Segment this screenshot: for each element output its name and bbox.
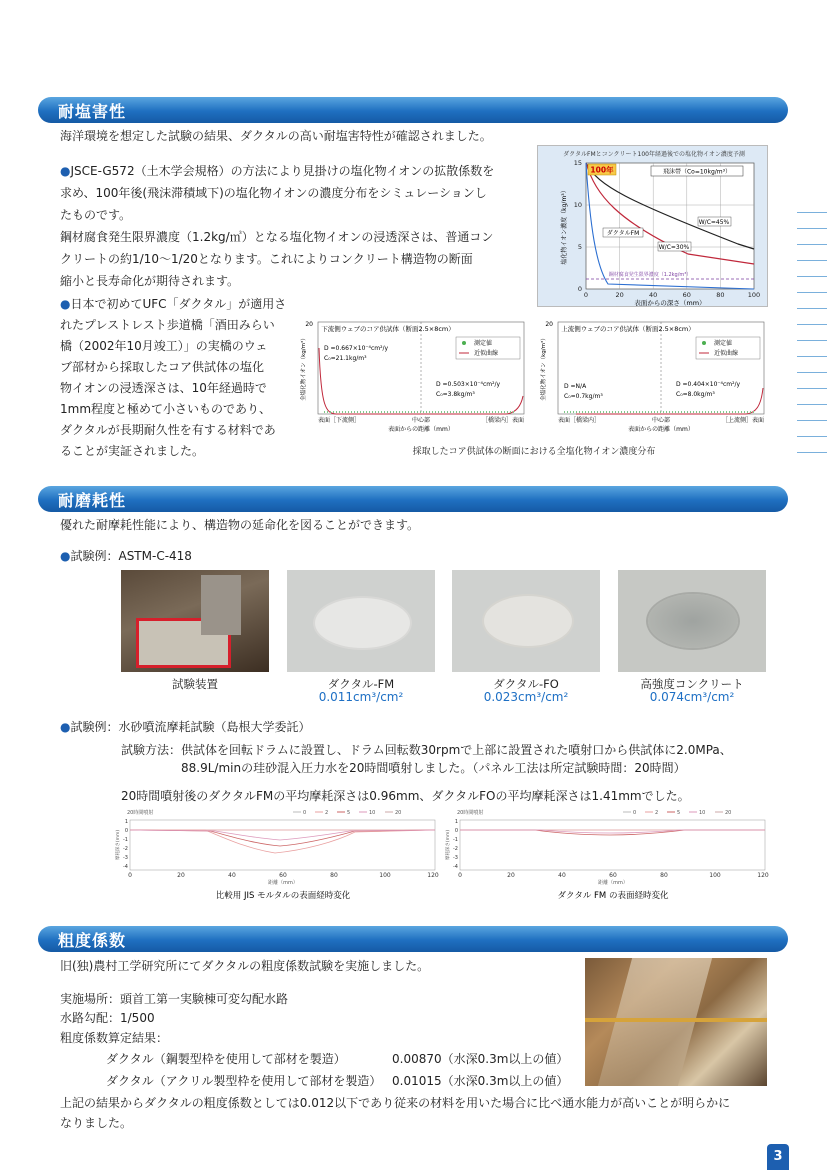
photo-label: ダクタル-FM bbox=[327, 677, 395, 691]
result-value: 0.01015（水深0.3m以上の値） bbox=[392, 1074, 569, 1088]
photo-value: 0.074cm³/cm² bbox=[649, 690, 735, 704]
wear-caption: ダクタル FM の表面経時変化 bbox=[557, 891, 669, 901]
svg-text:0: 0 bbox=[454, 828, 458, 834]
section-title: 耐塩害性 bbox=[58, 102, 127, 121]
svg-text:-4: -4 bbox=[123, 864, 128, 870]
wear-legend bbox=[623, 810, 731, 816]
svg-text:表面［橋梁内］: 表面［橋梁内］ bbox=[558, 417, 601, 424]
svg-text:20: 20 bbox=[545, 321, 553, 328]
core-title: 下流側ウェブのコア供試体（断面2.5×8cm） bbox=[321, 325, 455, 333]
text-line: クリートの約1/10～1/20となります。これによりコンクリート構造物の断面 bbox=[60, 252, 473, 266]
svg-text:［上流側］表面: ［上流側］表面 bbox=[721, 417, 764, 424]
slope-line: 水路勾配：1/500 bbox=[60, 1011, 155, 1025]
section-header-salt bbox=[38, 97, 788, 123]
core-title: 上流側ウェブのコア供試体（断面2.5×8cm） bbox=[561, 325, 695, 333]
svg-text:5: 5 bbox=[677, 810, 681, 816]
svg-text:摩耗深さ(mm): 摩耗深さ(mm) bbox=[446, 829, 451, 861]
svg-text:120: 120 bbox=[427, 872, 439, 879]
svg-text:2: 2 bbox=[325, 810, 329, 816]
svg-text:60: 60 bbox=[609, 872, 617, 879]
side-decoration bbox=[797, 212, 827, 468]
photo-ductal-fm bbox=[287, 570, 435, 672]
svg-text:20: 20 bbox=[177, 872, 185, 879]
section-title: 粗度係数 bbox=[58, 931, 127, 950]
svg-text:中心部: 中心部 bbox=[411, 417, 431, 424]
photo-value: 0.023cm³/cm² bbox=[483, 690, 569, 704]
svg-text:-2: -2 bbox=[123, 846, 128, 852]
wear-x-ticks bbox=[458, 872, 769, 879]
svg-text:D =0.404×10⁻⁴cm²/y: D =0.404×10⁻⁴cm²/y bbox=[676, 381, 741, 388]
y-ticks bbox=[574, 159, 582, 293]
svg-text:10: 10 bbox=[699, 810, 706, 816]
photo-value: 0.011cm³/cm² bbox=[318, 690, 404, 704]
bullet-icon: ● bbox=[60, 720, 71, 734]
method-line: 試験方法：供試体を回転ドラムに設置し、ドラム回転数30rpmで上部に設置された噴射口から供試体に2.0MPa、 bbox=[121, 743, 732, 757]
svg-text:C₀=21.1kg/m³: C₀=21.1kg/m³ bbox=[324, 355, 367, 362]
section-lead: 優れた耐摩耗性能により、構造物の延命化を図ることができます。 bbox=[60, 518, 420, 532]
text-line: JSCE-G572（土木学会規格）の方法により見掛けの塩化物イオンの拡散係数を bbox=[70, 164, 495, 178]
text-line: ダクタルが長期耐久性を有する材料であ bbox=[60, 423, 276, 437]
label-dfm: ダクタルFM bbox=[606, 230, 640, 237]
svg-text:測定値: 測定値 bbox=[714, 340, 733, 347]
result-label: ダクタル（鋼製型枠を使用して部材を製造） bbox=[106, 1052, 346, 1066]
svg-text:測定値: 測定値 bbox=[474, 340, 493, 347]
svg-text:-1: -1 bbox=[123, 837, 128, 843]
photo-label: 高強度コンクリート bbox=[640, 677, 744, 691]
svg-text:D =0.667×10⁻⁴cm²/y: D =0.667×10⁻⁴cm²/y bbox=[324, 345, 389, 352]
svg-text:10: 10 bbox=[573, 201, 582, 209]
svg-text:-1: -1 bbox=[453, 837, 458, 843]
svg-text:距離（mm）: 距離（mm） bbox=[598, 880, 628, 886]
svg-text:20: 20 bbox=[507, 872, 515, 879]
svg-text:100: 100 bbox=[747, 291, 761, 299]
section-header-abrasion bbox=[38, 486, 788, 512]
svg-text:C₀=3.8kg/m³: C₀=3.8kg/m³ bbox=[436, 391, 475, 398]
wear-caption: 比較用 JIS モルタルの表面経時変化 bbox=[215, 891, 351, 901]
text-line: 日本で初めてUFC「ダクタル」が適用さ bbox=[70, 297, 287, 311]
bullet-icon: ● bbox=[60, 549, 71, 563]
svg-text:1: 1 bbox=[454, 819, 458, 825]
svg-text:表面からの距離（mm）: 表面からの距離（mm） bbox=[628, 426, 694, 433]
svg-text:100: 100 bbox=[379, 872, 391, 879]
wear-y-ticks bbox=[123, 819, 128, 870]
svg-text:5: 5 bbox=[347, 810, 351, 816]
x-ticks bbox=[584, 291, 760, 299]
svg-text:40: 40 bbox=[228, 872, 236, 879]
svg-text:20時間噴射: 20時間噴射 bbox=[127, 810, 154, 816]
svg-text:-4: -4 bbox=[453, 864, 458, 870]
svg-text:C₀=0.7kg/m³: C₀=0.7kg/m³ bbox=[564, 393, 603, 400]
section-lead: 旧(独)農村工学研究所にてダクタルの粗度係数試験を実施しました。 bbox=[60, 959, 430, 973]
legend-top: 飛沫帯（Co=10kg/m³） bbox=[662, 168, 732, 176]
svg-text:120: 120 bbox=[757, 872, 769, 879]
bullet-icon: ● bbox=[60, 297, 71, 311]
text-line: 縮小と長寿命化が期待されます。 bbox=[60, 274, 240, 288]
svg-text:近似曲線: 近似曲線 bbox=[474, 350, 499, 357]
svg-text:D =0.503×10⁻⁴cm²/y: D =0.503×10⁻⁴cm²/y bbox=[436, 381, 501, 388]
wear-chart-jis bbox=[115, 808, 445, 904]
label-wc45: W/C=45% bbox=[698, 219, 730, 226]
svg-text:0: 0 bbox=[303, 810, 307, 816]
svg-text:-3: -3 bbox=[123, 855, 128, 861]
svg-text:表面［下流側］: 表面［下流側］ bbox=[318, 417, 361, 424]
result-head: 粗度係数算定結果： bbox=[60, 1031, 169, 1045]
conclusion-line: なりました。 bbox=[60, 1116, 133, 1130]
core-chart-upstream bbox=[536, 318, 768, 433]
svg-text:20: 20 bbox=[725, 810, 732, 816]
label-limit: 鋼材腐食発生限界濃度（1.2kg/m³） bbox=[608, 272, 692, 278]
svg-text:-3: -3 bbox=[453, 855, 458, 861]
svg-text:10: 10 bbox=[369, 810, 376, 816]
text-line: 求め、100年後(飛沫滞積域下)の塩化物イオンの濃度分布をシミュレーションし bbox=[60, 186, 487, 200]
example-2: 試験例：水砂噴流摩耗試験（島根大学委託） bbox=[70, 720, 311, 734]
svg-text:0: 0 bbox=[633, 810, 637, 816]
svg-text:0: 0 bbox=[583, 291, 589, 299]
svg-text:20: 20 bbox=[395, 810, 402, 816]
section-title: 耐磨耗性 bbox=[58, 491, 127, 510]
svg-text:全塩化物イオン（kg/m³）: 全塩化物イオン（kg/m³） bbox=[541, 335, 547, 401]
section-lead: 海洋環境を想定した試験の結果、ダクタルの高い耐塩害特性が確認されました。 bbox=[60, 129, 492, 143]
svg-text:-2: -2 bbox=[453, 846, 458, 852]
text-line: 橋（2002年10月竣工）」の実橋のウェ bbox=[60, 339, 268, 353]
svg-text:20: 20 bbox=[615, 291, 624, 299]
svg-text:60: 60 bbox=[279, 872, 287, 879]
text-line: たものです。 bbox=[60, 208, 132, 222]
svg-text:40: 40 bbox=[558, 872, 566, 879]
y-axis-label: 塩化物イオン濃度（kg/m³） bbox=[561, 187, 568, 265]
example-1: 試験例：ASTM-C-418 bbox=[70, 549, 192, 563]
wear-chart-ductal-fm bbox=[445, 808, 775, 904]
photo-test-device bbox=[121, 570, 269, 672]
photo-water-channel bbox=[585, 958, 767, 1086]
svg-text:摩耗深さ(mm): 摩耗深さ(mm) bbox=[116, 829, 121, 861]
method-line: 88.9L/minの珪砂混入圧力水を20時間噴射しました。（パネル工法は所定試験時間：20時間） bbox=[181, 761, 686, 775]
result-value: 0.00870（水深0.3m以上の値） bbox=[392, 1052, 569, 1066]
svg-text:中心部: 中心部 bbox=[651, 417, 671, 424]
bullet-icon: ● bbox=[60, 164, 71, 178]
svg-text:全塩化物イオン（kg/m³）: 全塩化物イオン（kg/m³） bbox=[301, 335, 307, 401]
photo-ductal-fo bbox=[452, 570, 600, 672]
svg-text:C₀=8.0kg/m³: C₀=8.0kg/m³ bbox=[676, 391, 715, 398]
result-line: 20時間噴射後のダクタルFMの平均摩耗深さは0.96mm、ダクタルFOの平均摩耗深さは1.41mmでした。 bbox=[121, 789, 690, 803]
svg-text:20時間噴射: 20時間噴射 bbox=[457, 810, 484, 816]
text-line: ることが実証されました。 bbox=[60, 444, 205, 458]
photo-high-strength-concrete bbox=[618, 570, 766, 672]
chart-title: ダクタルFMとコンクリート100年経過後での塩化物イオン濃度予測 bbox=[563, 151, 745, 158]
page-number: 3 bbox=[767, 1144, 789, 1170]
wear-y-ticks bbox=[453, 819, 458, 870]
svg-text:表面からの距離（mm）: 表面からの距離（mm） bbox=[388, 426, 454, 433]
svg-text:20: 20 bbox=[305, 321, 313, 328]
svg-text:近似曲線: 近似曲線 bbox=[714, 350, 739, 357]
chloride-chart-svg bbox=[538, 146, 769, 308]
text-line: 1mm程度と極めて小さいものであり、 bbox=[60, 402, 272, 416]
svg-text:0: 0 bbox=[458, 872, 462, 879]
wear-legend bbox=[293, 810, 401, 816]
svg-text:［橋梁内］表面: ［橋梁内］表面 bbox=[481, 417, 524, 424]
svg-text:80: 80 bbox=[330, 872, 338, 879]
svg-text:60: 60 bbox=[682, 291, 691, 299]
wear-x-ticks bbox=[128, 872, 439, 879]
conclusion-line: 上記の結果からダクタルの粗度係数としては0.012以下であり従来の材料を用いた場合に比べ通水能力が高いことが明らかに bbox=[60, 1096, 731, 1110]
place-line: 実施場所：頭首工第一実験棟可変勾配水路 bbox=[60, 992, 289, 1006]
label-wc30: W/C=30% bbox=[658, 244, 690, 251]
chloride-prediction-chart bbox=[537, 145, 768, 307]
core-caption: 採取したコア供試体の断面における全塩化物イオン濃度分布 bbox=[412, 447, 656, 457]
year-badge-text: 100年 bbox=[590, 165, 614, 175]
text-line: れたプレストレスト歩道橋「酒田みらい bbox=[60, 318, 275, 332]
svg-text:80: 80 bbox=[660, 872, 668, 879]
photo-label: ダクタル-FO bbox=[493, 677, 559, 691]
svg-text:0: 0 bbox=[124, 828, 128, 834]
section-header-roughness bbox=[38, 926, 788, 952]
svg-text:0: 0 bbox=[577, 285, 582, 293]
svg-text:15: 15 bbox=[573, 159, 582, 167]
text-line: 物イオンの浸透深さは、10年経過時で bbox=[60, 381, 267, 395]
svg-text:距離（mm）: 距離（mm） bbox=[268, 880, 298, 886]
text-line: 鋼材腐食発生限界濃度（1.2kg/㎥）となる塩化物イオンの浸透深さは、普通コン bbox=[60, 230, 494, 244]
svg-text:D =N/A: D =N/A bbox=[564, 383, 587, 390]
svg-text:5: 5 bbox=[577, 243, 582, 251]
x-axis-label: 表面からの深さ（mm） bbox=[634, 299, 706, 307]
photo-label: 試験装置 bbox=[172, 677, 218, 691]
svg-text:80: 80 bbox=[716, 291, 725, 299]
svg-text:40: 40 bbox=[649, 291, 658, 299]
svg-text:100: 100 bbox=[709, 872, 721, 879]
core-chart-downstream bbox=[296, 318, 528, 433]
result-label: ダクタル（アクリル製型枠を使用して部材を製造） bbox=[106, 1074, 382, 1088]
text-line: ブ部材から採取したコア供試体の塩化 bbox=[60, 360, 265, 374]
svg-text:2: 2 bbox=[655, 810, 659, 816]
svg-text:0: 0 bbox=[128, 872, 132, 879]
svg-text:1: 1 bbox=[124, 819, 128, 825]
